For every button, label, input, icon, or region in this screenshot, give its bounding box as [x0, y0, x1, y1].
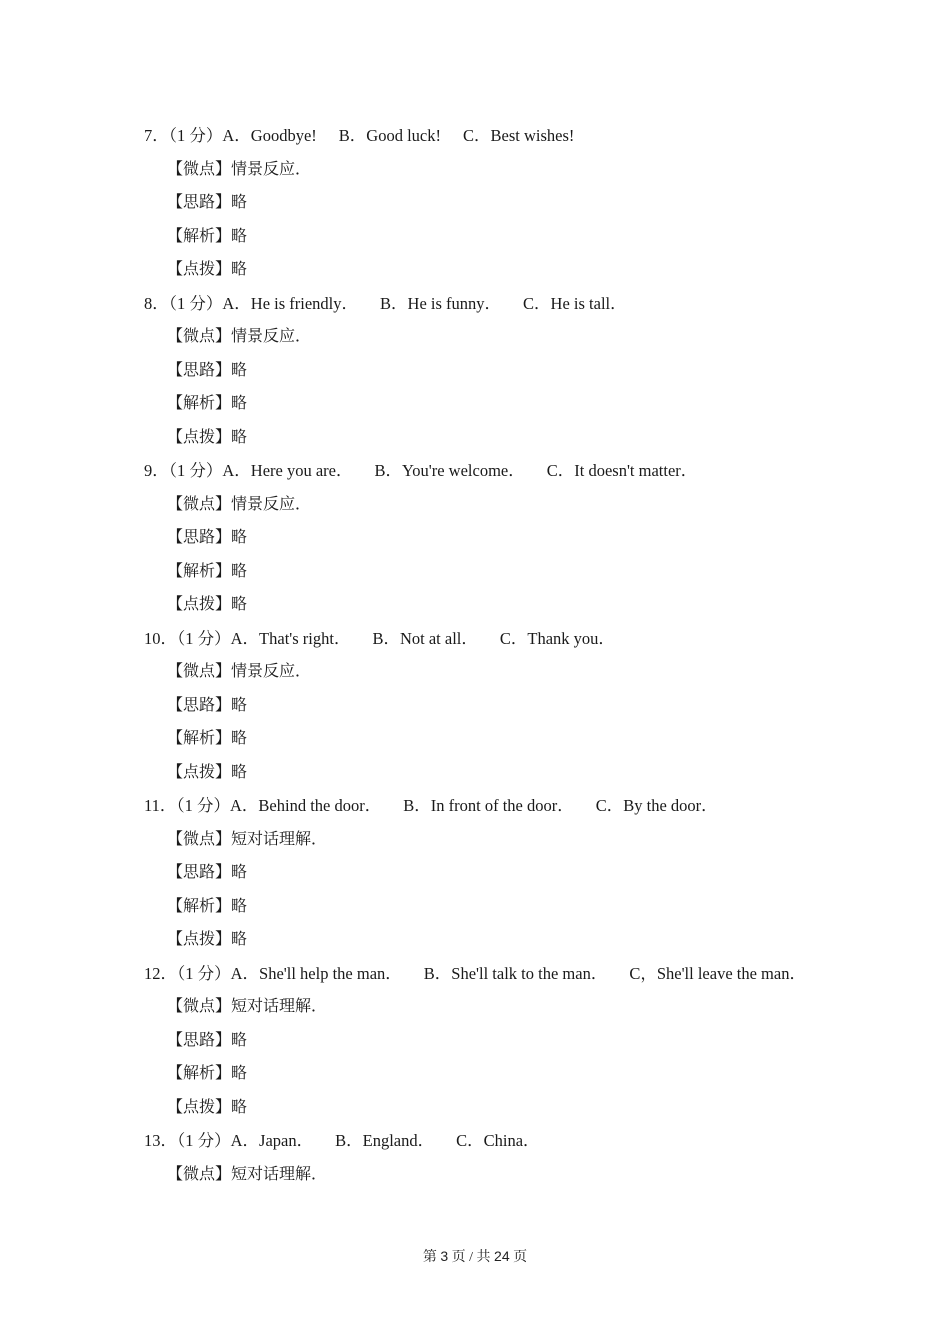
footer-prefix: 第: [422, 1250, 441, 1265]
answer-option: C．Thank you．: [499, 628, 615, 648]
annotation-line: 【思路】略: [167, 194, 248, 211]
question-line: [0, 957, 950, 991]
question-block: [0, 119, 950, 287]
footer-middle: 页 / 共: [448, 1250, 495, 1265]
answer-option: A．Behind the door．: [230, 796, 382, 815]
answer-option: B．Not at all．: [372, 628, 478, 648]
total-page-number: 24: [494, 1248, 510, 1264]
answer-option: A．Japan．: [230, 1131, 314, 1150]
answer-option: C．By the door．: [595, 796, 718, 815]
answer-option: C．China．: [456, 1131, 540, 1150]
question-score: （1 分）: [168, 461, 223, 480]
question-line: [0, 622, 950, 656]
question-score: （1 分）: [176, 796, 231, 815]
annotation-line: 【点拨】略: [167, 261, 248, 278]
question-block: [0, 957, 950, 1125]
annotation-line: 【思路】略: [167, 696, 248, 714]
question-number: 9．: [144, 461, 169, 480]
annotation-line: 【微点】短对话理解．: [167, 1165, 328, 1183]
answer-option: A．He is friendly．: [222, 293, 359, 313]
question-block: [0, 789, 950, 957]
question-score: （1 分）: [168, 293, 223, 313]
answer-option: B．You're welcome．: [374, 461, 525, 480]
question-block: [0, 287, 950, 455]
question-number: 13．: [144, 1131, 177, 1150]
question-block: [0, 454, 950, 622]
annotation-line: 【点拨】略: [167, 1098, 248, 1116]
question-number: 7．: [144, 126, 169, 145]
question-block: [0, 1124, 950, 1191]
annotation-line: 【思路】略: [167, 1031, 248, 1049]
question-number: 11．: [144, 796, 177, 815]
annotation-line: 【点拨】略: [167, 931, 248, 948]
question-block: [0, 622, 950, 790]
annotation-line: 【解析】略: [167, 730, 248, 747]
question-list: [0, 119, 950, 1191]
question-line: [0, 1124, 950, 1158]
answer-option: C，She'll leave the man．: [629, 963, 806, 983]
answer-option: C．It doesn't matter．: [546, 461, 698, 480]
annotation-line: 【点拨】略: [167, 596, 248, 613]
current-page-number: 3: [440, 1248, 449, 1264]
question-line: [0, 287, 950, 321]
question-score: （1 分）: [168, 126, 223, 145]
annotation-line: 【微点】短对话理解．: [167, 830, 328, 848]
answer-option: C．Best wishes!: [462, 126, 575, 145]
question-number: 8．: [144, 293, 169, 313]
question-number: 12．: [144, 963, 177, 983]
answer-option: B．He is funny．: [380, 293, 502, 313]
annotation-line: 【点拨】略: [167, 763, 248, 781]
question-line: [0, 789, 950, 823]
annotation-line: 【解析】略: [167, 227, 248, 245]
annotation-line: 【微点】短对话理解．: [167, 998, 328, 1015]
question-line: [0, 119, 950, 153]
page-footer: [0, 1246, 950, 1268]
answer-option: C．He is tall．: [523, 293, 627, 313]
annotation-line: 【思路】略: [167, 529, 248, 546]
annotation-line: 【微点】情景反应．: [167, 328, 312, 345]
annotation-line: 【解析】略: [167, 1065, 248, 1082]
question-number: 10．: [144, 628, 177, 648]
annotation-line: 【微点】情景反应．: [167, 663, 312, 680]
answer-option: A．Here you are．: [222, 461, 353, 480]
footer-suffix: 页: [509, 1250, 528, 1265]
answer-option: A．Goodbye!: [222, 126, 317, 145]
answer-option: B．In front of the door．: [403, 796, 574, 815]
answer-option: B．She'll talk to the man．: [423, 963, 608, 983]
question-score: （1 分）: [177, 628, 231, 648]
question-score: （1 分）: [177, 1131, 231, 1150]
annotation-line: 【解析】略: [167, 395, 248, 412]
annotation-line: 【解析】略: [167, 897, 248, 915]
annotation-line: 【点拨】略: [167, 428, 248, 446]
answer-option: B．England．: [335, 1131, 435, 1150]
annotation-line: 【思路】略: [167, 361, 248, 379]
answer-option: A．She'll help the man．: [230, 963, 402, 983]
annotation-line: 【解析】略: [167, 562, 248, 580]
answer-option: A．That's right．: [230, 628, 351, 648]
annotation-line: 【思路】略: [167, 864, 248, 881]
annotation-line: 【微点】情景反应．: [167, 495, 312, 513]
question-score: （1 分）: [177, 963, 231, 983]
question-line: [0, 454, 950, 488]
answer-option: B．Good luck!: [338, 126, 441, 145]
annotation-line: 【微点】情景反应．: [167, 160, 312, 178]
